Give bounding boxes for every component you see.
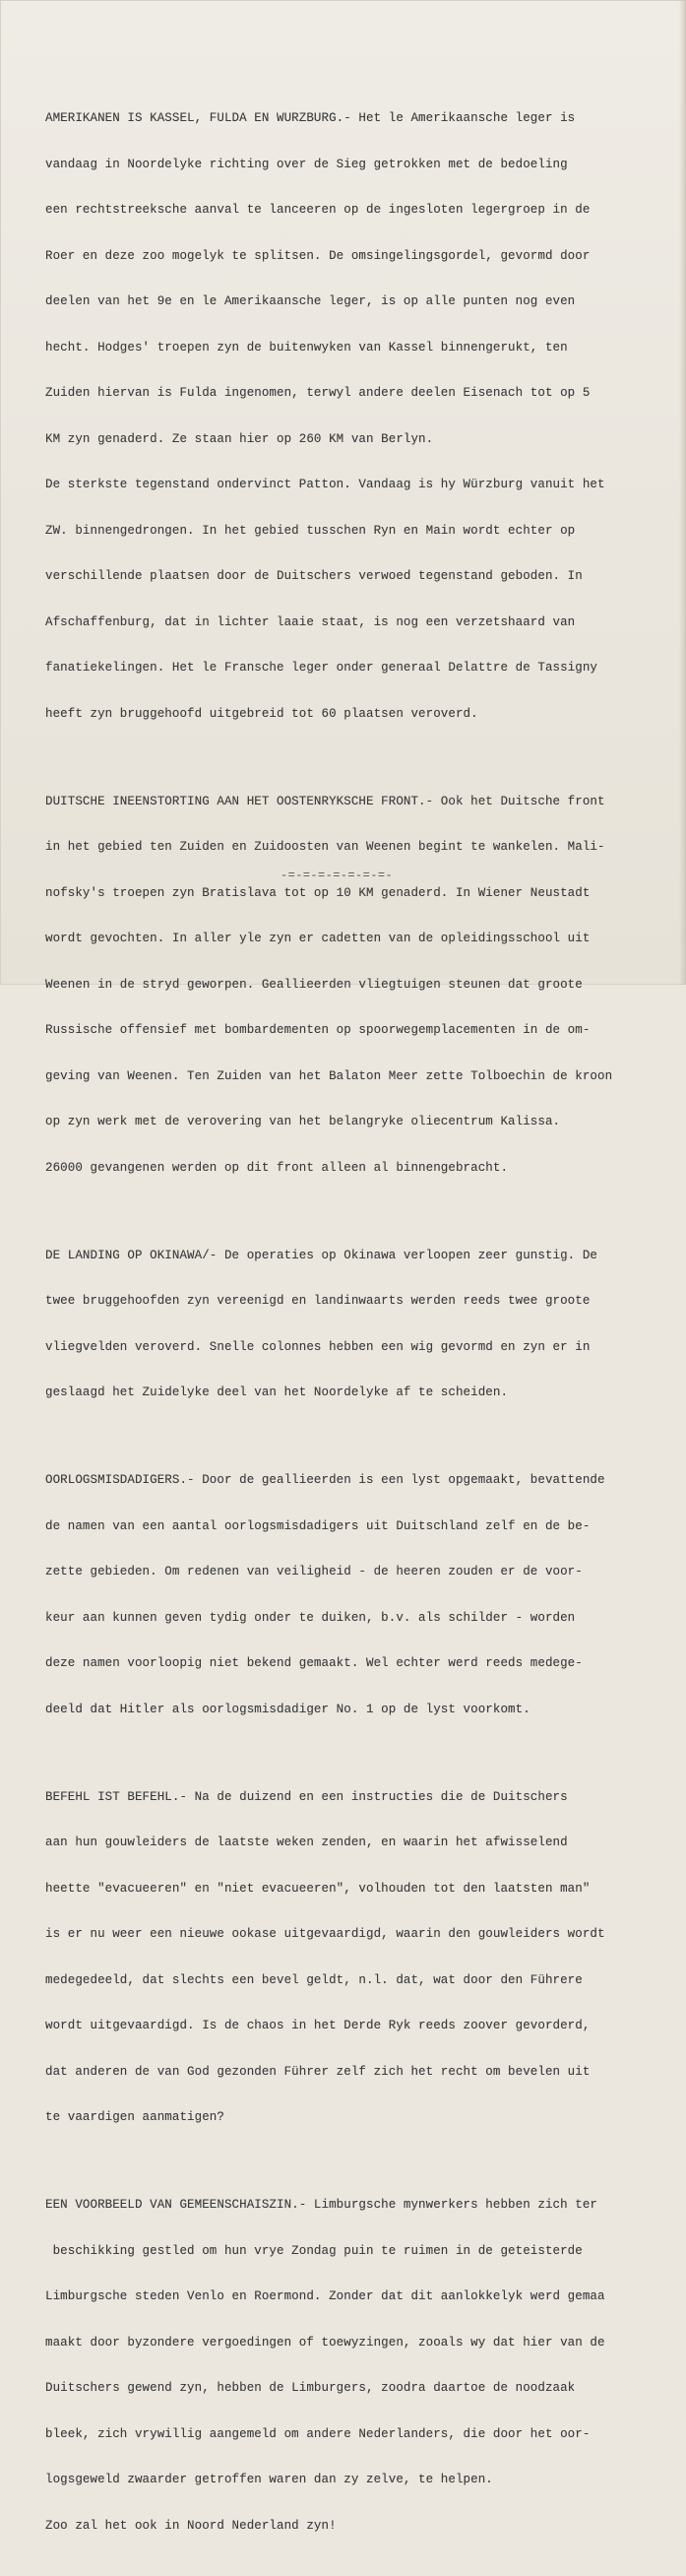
text-line: heeft zyn bruggehoofd uitgebreid tot 60 plaatsen veroverd. — [45, 706, 478, 721]
text-line: zette gebieden. Om redenen van veiligheid - de heeren zouden er de voor- — [45, 1565, 583, 1578]
text-line: verschillende plaatsen door de Duitschers verwoed tegenstand geboden. In — [45, 569, 583, 583]
text-line: Limburgsche steden Venlo en Roermond. Zonder dat dit aanlokkelyk werd gemaa — [45, 2289, 605, 2303]
text-line: 26000 gevangenen werden op dit front alleen al binnengebracht. — [45, 1160, 509, 1175]
text-line: hecht. Hodges' troepen zyn de buitenwyken van Kassel binnengerukt, ten — [45, 340, 568, 354]
text-line: Zoo zal het ook in Noord Nederland zyn! — [45, 2518, 337, 2533]
text-line: bleek, zich vrywillig aangemeld om andere Nederlanders, die door het oor- — [45, 2426, 591, 2441]
text-line: Afschaffenburg, dat in lichter laaie staat, is nog een verzetshaard van — [45, 614, 576, 629]
text-line: DUITSCHE INEENSTORTING AAN HET OOSTENRYKSCHE FRONT.- Ook het Duitsche front — [45, 794, 605, 808]
footer-separator: -=-=-=-=-=-=-=- — [281, 869, 394, 882]
text-line: deeld dat Hitler als oorlogsmisdadiger No. 1 op de lyst voorkomt. — [45, 1702, 530, 1716]
paragraph-gemeenschapszin — [45, 2167, 677, 2564]
text-line: te vaardigen aanmatigen? — [45, 2110, 224, 2124]
text-line: keur aan kunnen geven tydig onder te duiken, b.v. als schilder - worden — [45, 1610, 576, 1625]
text-line: wordt gevochten. In aller yle zyn er cadetten van de opleidingsschool uit — [45, 932, 591, 945]
text-line: vandaag in Noordelyke richting over de Sieg getrokken met de bedoeling — [45, 157, 568, 171]
text-line: vliegvelden veroverd. Snelle colonnes hebben een wig gevormd en zyn er in — [45, 1339, 591, 1354]
text-line: medegedeeld, dat slechts een bevel geldt, n.l. dat, wat door den Führere — [45, 1972, 583, 1987]
text-line: aan hun gouwleiders de laatste weken zenden, en waarin het afwisselend — [45, 1835, 568, 1849]
text-line: beschikking gestled om hun vrye Zondag puin te ruimen in de geteisterde — [45, 2243, 583, 2258]
paragraph-okinawa — [45, 1218, 677, 1432]
paragraph-befehl-ist-befehl — [45, 1760, 677, 2157]
text-line: De sterkste tegenstand ondervinct Patton. Vandaag is hy Würzburg vanuit het — [45, 478, 605, 491]
text-line: geving van Weenen. Ten Zuiden van het Balaton Meer zette Tolboechin de kroon — [45, 1068, 613, 1083]
text-line: twee bruggehoofden zyn vereenigd en landinwaarts werden reeds twee groote — [45, 1294, 591, 1308]
text-line: OORLOGSMISDADIGERS.- Door de geallieerden is een lyst opgemaakt, bevattende — [45, 1473, 605, 1487]
text-line: is er nu weer een nieuwe ookase uitgevaardigd, waarin den gouwleiders wordt — [45, 1927, 605, 1941]
news-bulletin-text — [45, 81, 677, 2576]
text-line: geslaagd het Zuidelyke deel van het Noordelyke af te scheiden. — [45, 1385, 509, 1399]
text-line: BEFEHL IST BEFEHL.- Na de duizend en een instructies die de Duitschers — [45, 1789, 568, 1804]
paragraph-oostenrykse-front — [45, 764, 677, 1207]
text-line: fanatiekelingen. Het le Fransche leger onder generaal Delattre de Tassigny — [45, 661, 598, 675]
text-line: Roer en deze zoo mogelyk te splitsen. De omsingelingsgordel, gevormd door — [45, 248, 591, 263]
text-line: de namen van een aantal oorlogsmisdadigers uit Duitschland zelf en de be- — [45, 1518, 591, 1533]
text-line: KM zyn genaderd. Ze staan hier op 260 KM van Berlyn. — [45, 431, 434, 446]
text-line: ZW. binnengedrongen. In het gebied tusschen Ryn en Main wordt echter op — [45, 523, 576, 538]
text-line: AMERIKANEN IS KASSEL, FULDA EN WURZBURG.- Het le Amerikaansche leger is — [45, 111, 576, 125]
text-line: dat anderen de van God gezonden Führer zelf zich het recht om bevelen uit — [45, 2064, 591, 2079]
text-line: nofsky's troepen zyn Bratislava tot op 10 KM genaderd. In Wiener Neustadt — [45, 885, 591, 900]
text-line: logsgeweld zwaarder getroffen waren dan zy zelve, te helpen. — [45, 2473, 493, 2486]
text-line: op zyn werk met de verovering van het belangryke oliecentrum Kalissa. — [45, 1115, 561, 1128]
text-line: EEN VOORBEELD VAN GEMEENSCHAISZIN.- Limburgsche mynwerkers hebben zich ter — [45, 2198, 598, 2212]
text-line: DE LANDING OP OKINAWA/- De operaties op Okinawa verloopen zeer gunstig. De — [45, 1248, 598, 1262]
text-line: maakt door byzondere vergoedingen of toewyzingen, zooals wy dat hier van de — [45, 2335, 605, 2350]
text-line: Duitschers gewend zyn, hebben de Limburgers, zoodra daartoe de noodzaak — [45, 2381, 576, 2395]
paragraph-oorlogsmisdadigers — [45, 1443, 677, 1748]
paragraph-kassel-fulda-wurzburg — [45, 81, 677, 752]
text-line: heette "evacueeren" en "niet evacueeren", volhouden tot den laatsten man" — [45, 1881, 591, 1896]
text-line: wordt uitgevaardigd. Is de chaos in het Derde Ryk reeds zoover gevorderd, — [45, 2019, 591, 2032]
text-line: in het gebied ten Zuiden en Zuidoosten van Weenen begint te wankelen. Mali- — [45, 840, 605, 854]
text-line: Weenen in de stryd geworpen. Geallieerden vliegtuigen steunen dat groote — [45, 977, 583, 992]
text-line: een rechtstreeksche aanval te lanceeren op de ingesloten legergroep in de — [45, 203, 591, 217]
text-line: Russische offensief met bombardementen op spoorwegemplacementen in de om- — [45, 1023, 591, 1037]
page-edge-shadow — [679, 0, 686, 985]
text-line: deelen van het 9e en le Amerikaansche leger, is op alle punten nog even — [45, 294, 576, 308]
text-line: Zuiden hiervan is Fulda ingenomen, terwyl andere deelen Eisenach tot op 5 — [45, 386, 591, 400]
text-line: deze namen voorloopig niet bekend gemaakt. Wel echter werd reeds medege- — [45, 1656, 583, 1670]
